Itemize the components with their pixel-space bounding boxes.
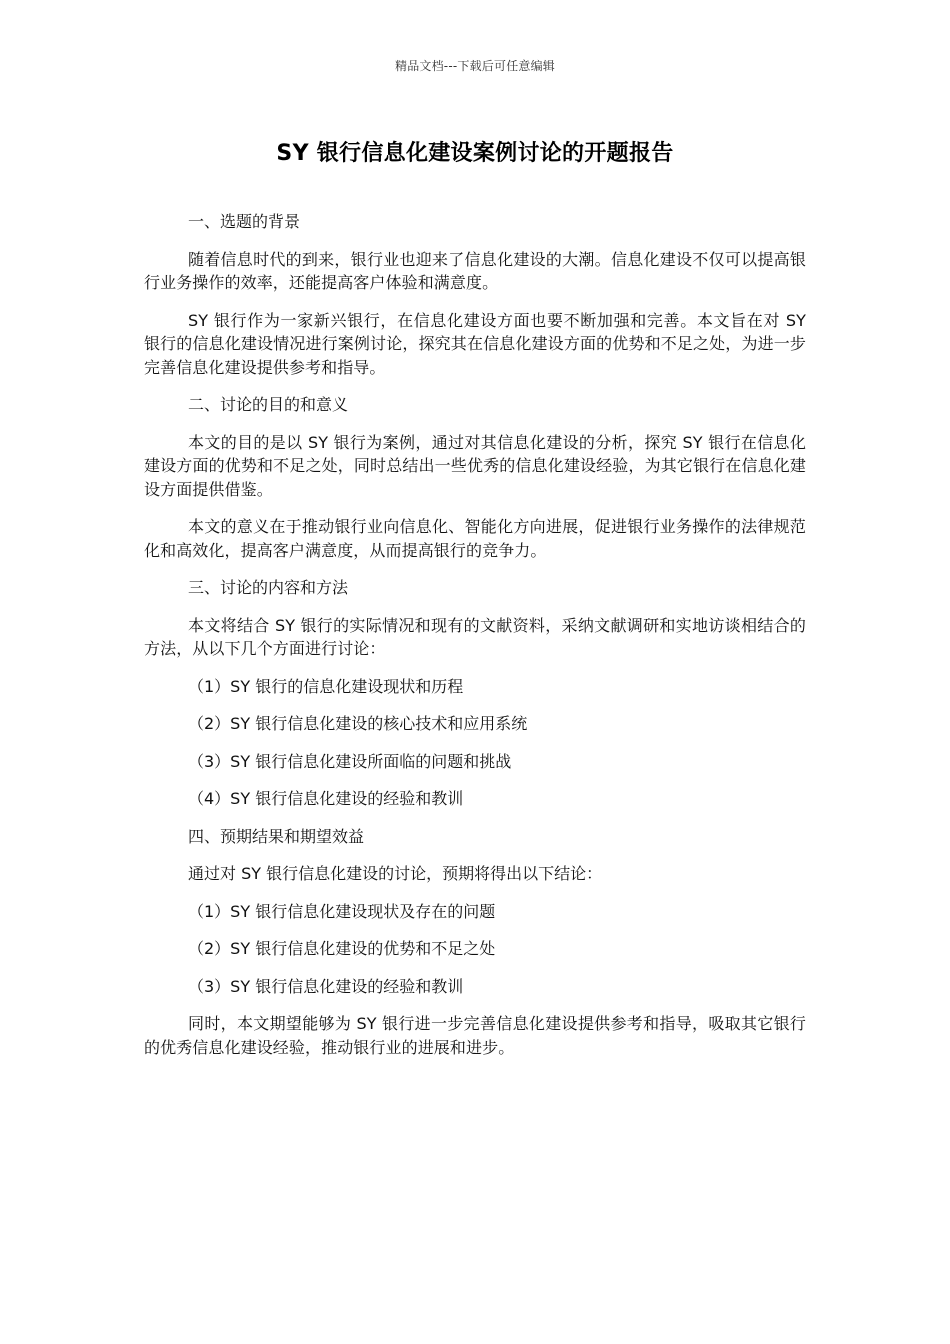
section-heading-expected-results: 四、预期结果和期望效益 xyxy=(188,826,365,846)
list-item: （4）SY 银行信息化建设的经验和教训 xyxy=(188,789,464,808)
paragraph-expected-intro: 通过对 SY 银行信息化建设的讨论，预期将得出以下结论： xyxy=(188,864,603,883)
list-item: （1）SY 银行信息化建设现状及存在的问题 xyxy=(188,901,496,921)
document-title: SY 银行信息化建设案例讨论的开题报告 xyxy=(276,141,674,166)
section-heading-background: 一、选题的背景 xyxy=(188,212,301,231)
paragraph-background-2: SY 银行作为一家新兴银行，在信息化建设方面也要不断加强和完善。本文旨在对 SY 银行的信息化建设情况进行案例讨论，探究其在信息化建设方面的优势和不足之处，为进一步完善信息化建设提供参考和指导。 xyxy=(144,310,806,377)
section-heading-content-method: 三、讨论的内容和方法 xyxy=(188,578,349,597)
paragraph-expected-closing: 同时，本文期望能够为 SY 银行进一步完善信息化建设提供参考和指导，吸取其它银行的优秀信息化建设经验，推动银行业的进展和进步。 xyxy=(144,1014,806,1057)
paragraph-content-method: 本文将结合 SY 银行的实际情况和现有的文献资料，采纳文献调研和实地访谈相结合的方法，从以下几个方面进行讨论： xyxy=(144,615,806,658)
list-item: （2）SY 银行信息化建设的优势和不足之处 xyxy=(188,939,496,958)
paragraph-purpose-2: 本文的意义在于推动银行业向信息化、智能化方向进展，促进银行业务操作的法律规范化和高效化，提高客户满意度，从而提高银行的竞争力。 xyxy=(144,517,806,560)
header-note: 精品文档---下载后可任意编辑 xyxy=(395,59,555,73)
document-body xyxy=(144,210,806,1073)
list-item: （1）SY 银行的信息化建设现状和历程 xyxy=(188,676,464,696)
section-heading-purpose: 二、讨论的目的和意义 xyxy=(188,395,349,414)
list-item: （3）SY 银行信息化建设所面临的问题和挑战 xyxy=(188,751,512,771)
paragraph-purpose-1: 本文的目的是以 SY 银行为案例，通过对其信息化建设的分析，探究 SY 银行在信息化建设方面的优势和不足之处，同时总结出一些优秀的信息化建设经验，为其它银行在信息化建设方面提供借鉴。 xyxy=(144,432,806,499)
list-item: （3）SY 银行信息化建设的经验和教训 xyxy=(188,976,464,996)
paragraph-background-1: 随着信息时代的到来，银行业也迎来了信息化建设的大潮。信息化建设不仅可以提高银行业务操作的效率，还能提高客户体验和满意度。 xyxy=(144,249,806,292)
list-item: （2）SY 银行信息化建设的核心技术和应用系统 xyxy=(188,714,528,733)
